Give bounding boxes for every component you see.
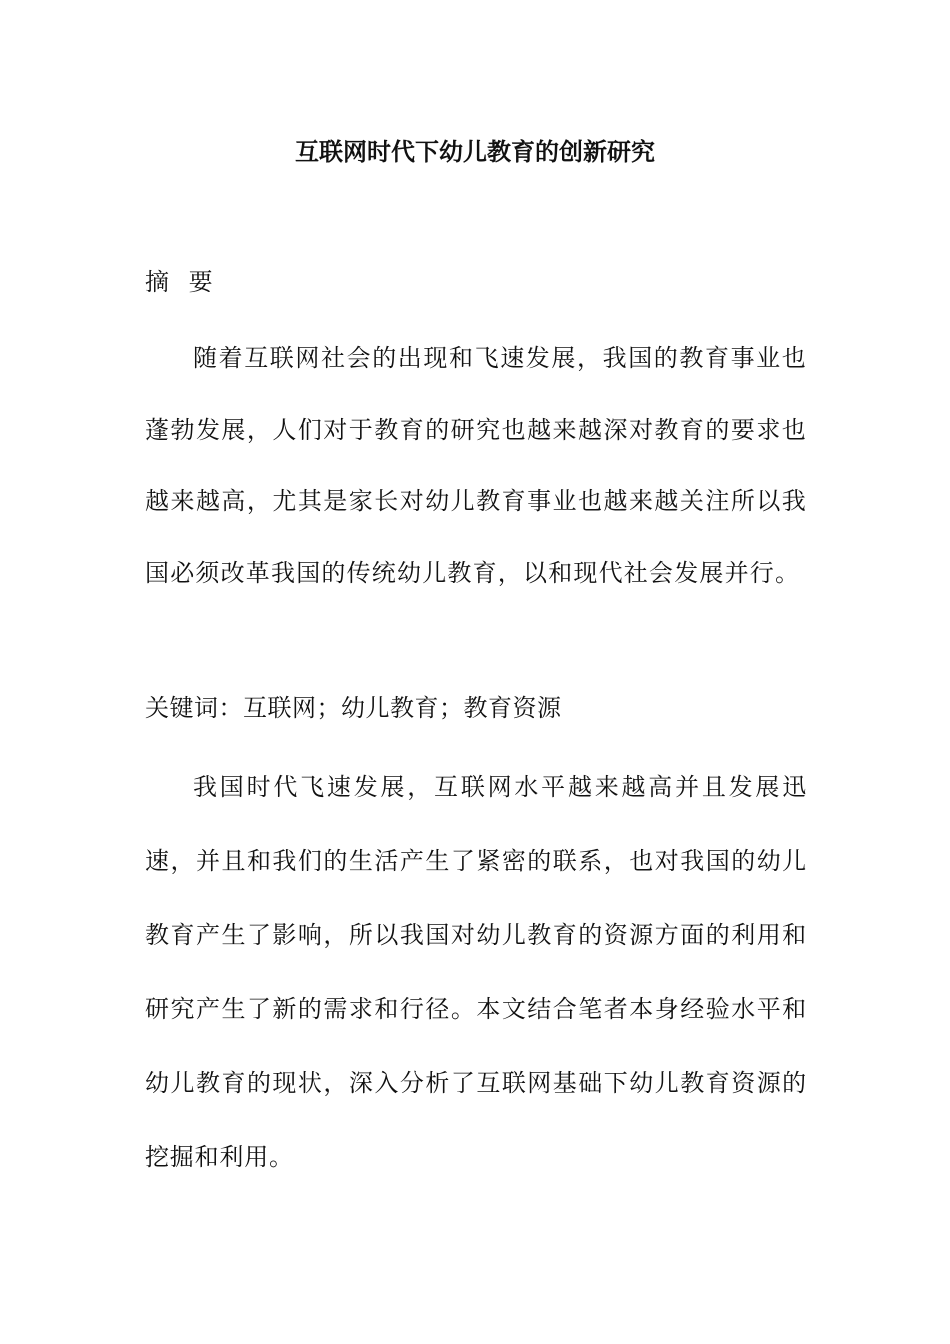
keywords-line: 关键词：互联网；幼儿教育；教育资源 [145, 694, 562, 722]
abstract-paragraph: 随着互联网社会的出现和飞速发展，我国的教育事业也蓬勃发展，人们对于教育的研究也越来越深对教育的要求也越来越高，尤其是家长对幼儿教育事业也越来越关注所以我国必须改革我国的传统幼儿教育，以和现代社会发展并行。 [145, 344, 807, 587]
intro-paragraph: 我国时代飞速发展，互联网水平越来越高并且发展迅速，并且和我们的生活产生了紧密的联系，也对我国的幼儿教育产生了影响，所以我国对幼儿教育的资源方面的利用和研究产生了新的需求和行径。本文结合笔者本身经验水平和幼儿教育的现状，深入分析了互联网基础下幼儿教育资源的挖掘和利用。 [145, 773, 807, 1171]
abstract-heading: 摘 要 [145, 268, 219, 296]
document-title: 互联网时代下幼儿教育的创新研究 [295, 138, 655, 166]
